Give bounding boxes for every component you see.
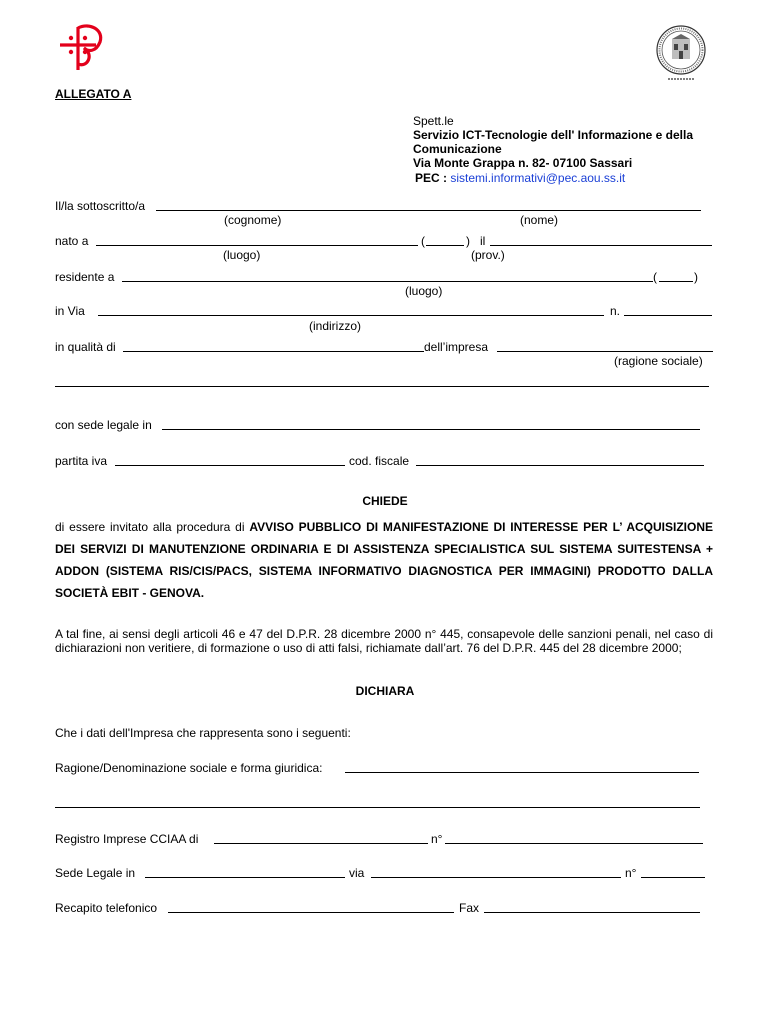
ragione-sociale-hint: (ragione sociale) [614, 354, 703, 368]
chiede-heading: CHIEDE [362, 494, 408, 508]
document-title: ALLEGATO A [55, 87, 132, 101]
dichiarazione-paragraph: A tal fine, ai sensi degli articoli 46 e 47 del D.P.R. 28 dicembre 2000 n° 445, consapevole delle sanzioni penali, nel caso di dichiarazioni non veritiere, di formazione o uso di atti falsi, richiamate dall’art. 76 del D.P.R. 445 del 28 dicembre 2000; [55, 627, 713, 655]
via-field[interactable] [98, 305, 604, 316]
prov-nascita-field[interactable] [426, 235, 464, 246]
cciaa-field[interactable] [214, 833, 428, 844]
impresa-field[interactable] [497, 341, 713, 352]
prov-residenza-field[interactable] [659, 271, 693, 282]
dichiara-intro: Che i dati dell'Impresa che rappresenta sono i seguenti: [55, 726, 351, 740]
ragione-denominazione-field-2[interactable] [55, 797, 700, 808]
pec-label: PEC : [415, 171, 448, 185]
chiede-paragraph [55, 516, 713, 604]
sede-citta-field[interactable] [145, 867, 345, 878]
cod-fiscale-field[interactable] [416, 455, 704, 466]
numero-label: n° [431, 832, 443, 846]
luogo-hint: (luogo) [223, 248, 261, 262]
residente-a-label: residente a [55, 270, 115, 284]
luogo-nascita-field[interactable] [96, 235, 418, 246]
dell-impresa-label: dell’impresa [424, 340, 489, 354]
cognome-hint: (cognome) [224, 213, 282, 227]
recipient-salutation: Spett.le [413, 114, 454, 128]
fax-field[interactable] [484, 902, 700, 913]
nome-hint: (nome) [520, 213, 559, 227]
ragione-label: Ragione/Denominazione sociale e forma giuridica: [55, 761, 323, 775]
n-label: n. [610, 304, 621, 318]
university-seal [654, 24, 710, 82]
paren-open: ( [653, 270, 657, 284]
telefono-field[interactable] [168, 902, 454, 913]
recipient-line-1: Servizio ICT-Tecnologie dell' Informazione e della [413, 128, 694, 142]
qualifica-field[interactable] [123, 341, 424, 352]
pec-email-link[interactable]: sistemi.informativi@pec.aou.ss.it [450, 171, 626, 185]
recipient-line-2: Comunicazione [413, 142, 502, 156]
sede-legale-label: con sede legale in [55, 418, 152, 432]
indirizzo-hint: (indirizzo) [309, 319, 362, 333]
paren-close: ) [694, 270, 698, 284]
partita-iva-label: partita iva [55, 454, 108, 468]
in-via-label: in Via [55, 304, 85, 318]
prov-hint: (prov.) [471, 248, 505, 262]
sottoscritto-label: Il/la sottoscritto/a [55, 199, 146, 213]
data-nascita-field[interactable] [490, 235, 712, 246]
recapito-label: Recapito telefonico [55, 901, 158, 915]
organization-logo [58, 24, 108, 72]
ragione-sociale-field[interactable] [55, 376, 709, 387]
chiede-bold-text: AVVISO PUBBLICO DI MANIFESTAZIONE DI INTERESSE PER L’ ACQUISIZIONE DEI SERVIZI DI MANUTENZIONE ORDINARIA E DI ASSISTENZA SPECIALISTICA SUL SISTEMA SUITESTENSA + ADDON (SISTEMA RIS/CIS/PACS, SISTEMA INFORMATIVO DIAGNOSTICA PER IMMAGINI) PRODOTTO DALLA SOCIETÀ EBIT - GENOVA. [55, 520, 713, 600]
partita-iva-field[interactable] [115, 455, 345, 466]
luogo-hint: (luogo) [405, 284, 443, 298]
registro-label: Registro Imprese CCIAA di [55, 832, 199, 846]
via-label: via [349, 866, 365, 880]
il-label: il [480, 234, 486, 248]
recipient-address: Via Monte Grappa n. 82- 07100 Sassari [413, 156, 633, 170]
nato-a-label: nato a [55, 234, 89, 248]
fax-label: Fax [459, 901, 480, 915]
sede-legale-field[interactable] [162, 419, 700, 430]
civico-field[interactable] [624, 305, 712, 316]
cod-fiscale-label: cod. fiscale [349, 454, 410, 468]
cognome-nome-field[interactable] [156, 200, 701, 211]
numero-registro-field[interactable] [445, 833, 703, 844]
ragione-denominazione-field[interactable] [345, 762, 699, 773]
paren-close: ) [466, 234, 470, 248]
in-qualita-label: in qualità di [55, 340, 116, 354]
sede-label: Sede Legale in [55, 866, 136, 880]
dichiara-heading: DICHIARA [355, 684, 415, 698]
sede-via-field[interactable] [371, 867, 621, 878]
sede-civico-field[interactable] [641, 867, 705, 878]
residenza-field[interactable] [122, 271, 653, 282]
civico-label: n° [625, 866, 637, 880]
paren-open: ( [421, 234, 425, 248]
chiede-intro: di essere invitato alla procedura di [55, 520, 250, 534]
